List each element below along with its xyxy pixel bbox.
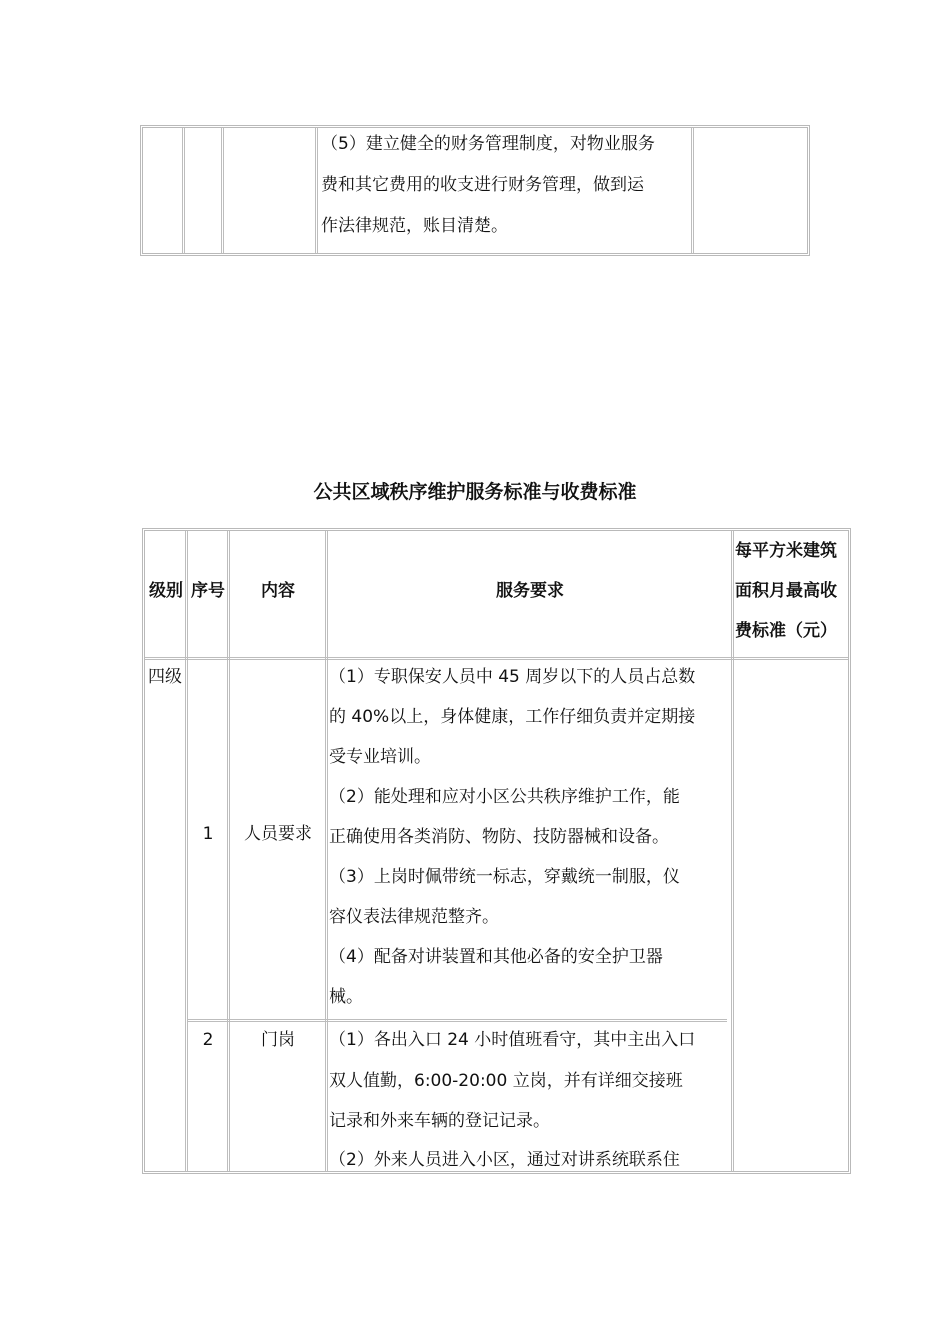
row-seq: 1 <box>202 824 214 844</box>
header-fee: 费标准（元） <box>735 621 837 641</box>
row-requirement-line: 的 40%以上，身体健康，工作仔细负责并定期接 <box>329 707 696 727</box>
row-content: 人员要求 <box>244 824 312 844</box>
row-requirement-line: （1）各出入口 24 小时值班看守，其中主出入口 <box>329 1030 696 1050</box>
row-requirement-line: 双人值勤，6:00-20:00 立岗，并有详细交接班 <box>329 1071 683 1091</box>
row-requirement-line: （3）上岗时佩带统一标志，穿戴统一制服，仪 <box>329 867 680 887</box>
finance-table <box>140 125 810 256</box>
column-divider <box>691 128 694 253</box>
service-standard-table <box>142 528 851 1174</box>
row-requirement-line: 记录和外来车辆的登记记录。 <box>329 1111 550 1131</box>
row-requirement-line: 受专业培训。 <box>329 747 431 767</box>
header-fee: 面积月最高收 <box>735 581 837 601</box>
row-requirement-line: （2）外来人员进入小区，通过对讲系统联系住 <box>329 1150 680 1170</box>
level-cell: 四级 <box>148 667 182 687</box>
requirement-line: 作法律规范，账目清楚。 <box>321 216 508 236</box>
row-requirement-line: （2）能处理和应对小区公共秩序维护工作，能 <box>329 787 680 807</box>
row-content: 门岗 <box>261 1030 295 1050</box>
row-requirement-line: 正确使用各类消防、物防、技防器械和设备。 <box>329 827 669 847</box>
header-fee: 每平方米建筑 <box>735 541 837 561</box>
row-requirement-line: 容仪表法律规范整齐。 <box>329 907 499 927</box>
row-requirement-line: 械。 <box>329 987 363 1007</box>
header-requirement: 服务要求 <box>496 581 564 601</box>
page-title: 公共区域秩序维护服务标准与收费标准 <box>313 481 637 503</box>
column-divider <box>315 128 318 253</box>
requirement-line: （5）建立健全的财务管理制度，对物业服务 <box>321 134 655 154</box>
column-divider <box>221 128 224 253</box>
row-requirement-line: （4）配备对讲装置和其他必备的安全护卫器 <box>329 947 663 967</box>
row-requirement-line: （1）专职保安人员中 45 周岁以下的人员占总数 <box>329 667 696 687</box>
header-seq: 序号 <box>191 581 225 601</box>
requirement-line: 费和其它费用的收支进行财务管理，做到运 <box>321 175 644 195</box>
column-divider <box>731 531 734 1171</box>
column-divider <box>182 128 185 253</box>
header-content: 内容 <box>261 581 295 601</box>
header-level: 级别 <box>149 581 183 601</box>
row-seq: 2 <box>202 1030 214 1050</box>
